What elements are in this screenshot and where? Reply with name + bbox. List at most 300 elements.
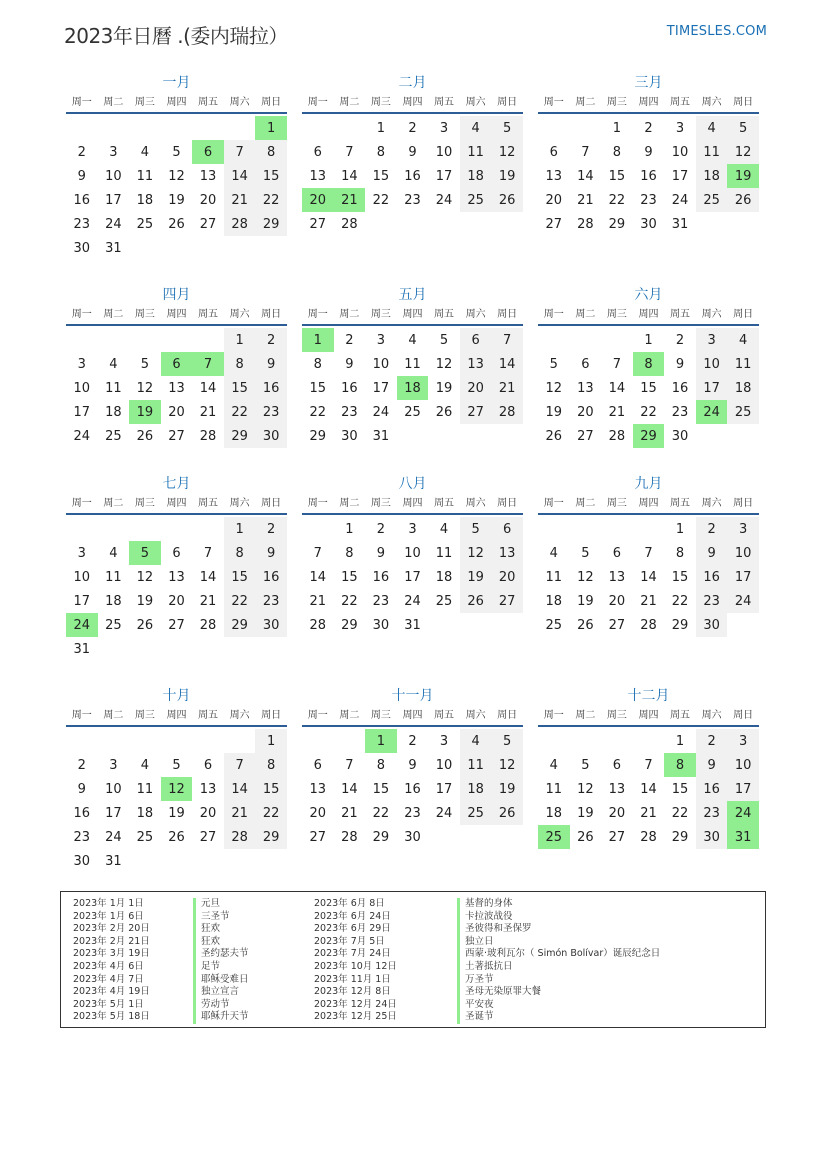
- day-cell: 5: [172, 757, 181, 773]
- day-cell: 13: [168, 380, 185, 396]
- month-block: [538, 284, 759, 448]
- month-name: 三月: [634, 75, 663, 91]
- day-cell: 13: [309, 781, 327, 797]
- holiday-name: 三圣节: [193, 911, 249, 924]
- day-cell: 20: [460, 376, 492, 400]
- day-cell: 25: [136, 829, 154, 845]
- day-cell: 11: [404, 356, 421, 372]
- month-block: [66, 284, 287, 448]
- weekday-label: 周五: [198, 498, 219, 509]
- weekday-label: 周六: [701, 97, 722, 108]
- day-cell: 3: [408, 521, 417, 537]
- holiday-date: 2023年 7月 5日: [314, 935, 385, 947]
- day-cell: 7: [313, 545, 322, 561]
- day-cell: 29: [671, 617, 689, 633]
- day-grid: [66, 729, 287, 873]
- day-cell: 14: [199, 380, 217, 396]
- day-cell: 1: [675, 733, 685, 749]
- day-cell: 22: [671, 805, 689, 821]
- month-block: [66, 473, 287, 661]
- day-cell: 20: [608, 805, 626, 821]
- day-cell: 28: [224, 825, 256, 849]
- holiday-names-left: [193, 898, 249, 1024]
- month-name: 五月: [398, 287, 427, 303]
- day-cell: 16: [640, 168, 657, 184]
- day-cell: 11: [435, 545, 453, 561]
- empty-cell: [538, 116, 570, 140]
- day-cell: 30: [372, 617, 390, 633]
- day-cell: 5: [581, 757, 590, 773]
- day-cell: 19: [491, 164, 523, 188]
- empty-cell: [334, 116, 366, 140]
- day-cell: 7: [581, 144, 590, 160]
- day-cell: 12: [577, 569, 594, 585]
- day-cell: 3: [109, 144, 118, 160]
- day-cell: 31: [372, 428, 390, 444]
- day-cell: 20: [199, 805, 217, 821]
- day-cell: 6: [581, 356, 590, 372]
- day-cell: 16: [696, 777, 728, 801]
- day-cell: 25: [545, 617, 563, 633]
- day-cell: 24: [105, 216, 122, 232]
- day-cell: 28: [224, 212, 256, 236]
- holiday-name: 独立日: [457, 936, 660, 949]
- day-cell: 23: [341, 404, 358, 420]
- day-cell: 28: [640, 829, 657, 845]
- day-cell: 8: [313, 356, 322, 372]
- day-cell: 9: [77, 168, 86, 184]
- holiday-day-cell: 6: [192, 140, 224, 164]
- day-cell: 9: [408, 144, 417, 160]
- day-cell: 25: [460, 188, 492, 212]
- day-grid: [66, 116, 287, 260]
- day-cell: 5: [460, 517, 492, 541]
- weekday-label: 周六: [229, 309, 250, 320]
- day-cell: 25: [404, 404, 421, 420]
- empty-cell: [538, 729, 570, 753]
- day-cell: 31: [105, 240, 122, 256]
- day-cell: 16: [696, 565, 728, 589]
- day-cell: 28: [640, 617, 657, 633]
- holiday-name: 土著抵抗日: [457, 961, 660, 974]
- day-cell: 26: [727, 188, 759, 212]
- day-cell: 13: [577, 380, 594, 396]
- day-cell: 24: [435, 805, 453, 821]
- holiday-day-cell: 19: [129, 400, 161, 424]
- holiday-date: 2023年 12月 24日: [314, 998, 397, 1010]
- day-cell: 22: [224, 589, 256, 613]
- day-cell: 6: [172, 545, 181, 561]
- empty-cell: [302, 116, 334, 140]
- day-cell: 24: [404, 593, 421, 609]
- holiday-date: 2023年 10月 12日: [314, 960, 397, 972]
- holiday-name: 西蒙·玻利瓦尔（ Simón Bolívar）诞辰纪念日: [457, 948, 660, 961]
- day-cell: 30: [671, 428, 689, 444]
- day-cell: 27: [199, 829, 217, 845]
- day-cell: 6: [313, 757, 322, 773]
- day-cell: 10: [727, 541, 759, 565]
- day-cell: 24: [671, 192, 689, 208]
- day-cell: 27: [545, 216, 563, 232]
- day-cell: 18: [696, 164, 728, 188]
- weekday-label: 周二: [103, 309, 124, 320]
- day-cell: 1: [345, 521, 354, 537]
- day-cell: 21: [224, 188, 256, 212]
- day-cell: 7: [491, 328, 523, 352]
- day-cell: 15: [372, 781, 390, 797]
- day-cell: 11: [545, 781, 563, 797]
- day-cell: 30: [255, 424, 287, 448]
- holiday-day-cell: 8: [633, 352, 665, 376]
- day-cell: 15: [309, 380, 327, 396]
- weekday-label: 周五: [670, 710, 691, 721]
- weekday-label: 周五: [434, 97, 455, 108]
- day-cell: 15: [341, 569, 358, 585]
- weekday-label: 周二: [339, 309, 360, 320]
- weekday-label: 周三: [134, 97, 155, 108]
- day-cell: 12: [727, 140, 759, 164]
- day-cell: 22: [640, 404, 657, 420]
- day-cell: 19: [577, 805, 594, 821]
- page-title: 2023年日曆 .(委内瑞拉）: [64, 24, 288, 48]
- day-cell: 14: [577, 168, 594, 184]
- holiday-day-cell: 20: [302, 188, 334, 212]
- day-cell: 10: [435, 757, 453, 773]
- weekday-label: 周五: [434, 309, 455, 320]
- holiday-day-cell: 18: [397, 376, 429, 400]
- day-cell: 6: [612, 757, 622, 773]
- weekday-label: 周日: [733, 710, 754, 721]
- holiday-day-cell: 29: [633, 424, 665, 448]
- month-block: [302, 473, 523, 637]
- day-cell: 14: [341, 781, 358, 797]
- weekday-label: 周日: [261, 97, 282, 108]
- day-cell: 18: [545, 593, 563, 609]
- day-cell: 30: [73, 853, 91, 869]
- day-cell: 4: [460, 116, 492, 140]
- holiday-name: 圣彼得和圣保罗: [457, 923, 660, 936]
- day-cell: 16: [73, 192, 91, 208]
- day-cell: 2: [376, 521, 386, 537]
- day-cell: 25: [460, 801, 492, 825]
- empty-cell: [538, 517, 570, 541]
- holiday-name: 劳动节: [193, 999, 249, 1012]
- weekday-label: 周六: [465, 309, 486, 320]
- day-cell: 15: [372, 168, 390, 184]
- holiday-day-cell: 1: [255, 116, 287, 140]
- day-cell: 8: [376, 144, 386, 160]
- weekday-header: [66, 495, 287, 515]
- day-cell: 31: [105, 853, 122, 869]
- holiday-name: 狂欢: [193, 936, 249, 949]
- day-cell: 30: [255, 613, 287, 637]
- day-cell: 19: [545, 404, 563, 420]
- day-cell: 18: [545, 805, 563, 821]
- day-cell: 28: [341, 829, 358, 845]
- weekday-label: 周一: [543, 710, 564, 721]
- holiday-name: 万圣节: [457, 974, 660, 987]
- weekday-label: 周六: [701, 498, 722, 509]
- day-cell: 14: [224, 777, 256, 801]
- holiday-day-cell: 24: [696, 400, 728, 424]
- day-cell: 16: [404, 781, 421, 797]
- day-cell: 15: [224, 376, 256, 400]
- day-cell: 10: [73, 569, 91, 585]
- day-cell: 11: [460, 753, 492, 777]
- day-cell: 29: [671, 829, 689, 845]
- day-cell: 12: [491, 753, 523, 777]
- month-name: 九月: [634, 476, 663, 492]
- day-cell: 1: [224, 328, 256, 352]
- weekday-label: 周三: [370, 498, 391, 509]
- month-block: [66, 72, 287, 260]
- empty-cell: [601, 517, 633, 541]
- weekday-label: 周一: [307, 498, 328, 509]
- day-cell: 12: [460, 541, 492, 565]
- day-cell: 17: [73, 593, 91, 609]
- day-cell: 27: [309, 216, 327, 232]
- day-cell: 21: [491, 376, 523, 400]
- weekday-label: 周四: [402, 97, 423, 108]
- day-cell: 26: [136, 428, 154, 444]
- empty-cell: [302, 729, 334, 753]
- weekday-header: [302, 495, 523, 515]
- day-cell: 17: [372, 380, 390, 396]
- weekday-label: 周六: [465, 710, 486, 721]
- day-cell: 22: [255, 801, 287, 825]
- holiday-date: 2023年 11月 1日: [314, 973, 391, 985]
- day-cell: 27: [491, 589, 523, 613]
- day-cell: 12: [545, 380, 563, 396]
- day-cell: 6: [313, 144, 322, 160]
- day-cell: 9: [77, 781, 86, 797]
- day-cell: 27: [460, 400, 492, 424]
- holiday-day-cell: 19: [727, 164, 759, 188]
- day-cell: 24: [73, 428, 91, 444]
- day-cell: 19: [491, 777, 523, 801]
- weekday-label: 周二: [339, 97, 360, 108]
- holiday-day-cell: 1: [365, 729, 397, 753]
- day-cell: 7: [612, 356, 622, 372]
- day-cell: 30: [341, 428, 358, 444]
- empty-cell: [302, 517, 334, 541]
- day-cell: 23: [255, 400, 287, 424]
- day-cell: 27: [199, 216, 217, 232]
- day-cell: 10: [435, 144, 453, 160]
- day-cell: 16: [255, 565, 287, 589]
- day-cell: 7: [345, 757, 354, 773]
- day-cell: 4: [727, 328, 759, 352]
- day-cell: 22: [255, 188, 287, 212]
- day-cell: 13: [199, 781, 217, 797]
- day-cell: 9: [696, 753, 728, 777]
- day-cell: 11: [105, 380, 122, 396]
- weekday-label: 周四: [166, 97, 187, 108]
- day-cell: 27: [608, 829, 626, 845]
- day-cell: 20: [545, 192, 563, 208]
- day-cell: 5: [140, 356, 150, 372]
- weekday-label: 周三: [370, 309, 391, 320]
- weekday-label: 周四: [166, 710, 187, 721]
- day-cell: 1: [675, 521, 685, 537]
- weekday-label: 周一: [71, 498, 92, 509]
- day-cell: 24: [727, 589, 759, 613]
- weekday-header: [302, 306, 523, 326]
- holiday-name: 足节: [193, 961, 249, 974]
- day-cell: 15: [671, 569, 689, 585]
- day-cell: 28: [608, 428, 626, 444]
- weekday-label: 周三: [606, 498, 627, 509]
- day-cell: 9: [376, 545, 386, 561]
- day-cell: 19: [577, 593, 594, 609]
- brand-link[interactable]: TIMESLES.COM: [666, 24, 767, 39]
- day-cell: 2: [696, 729, 728, 753]
- day-cell: 31: [671, 216, 689, 232]
- day-cell: 4: [408, 332, 417, 348]
- empty-cell: [570, 328, 602, 352]
- empty-cell: [192, 517, 224, 541]
- weekday-label: 周一: [543, 498, 564, 509]
- holiday-day-cell: 31: [727, 825, 759, 849]
- day-cell: 2: [345, 332, 354, 348]
- empty-cell: [66, 517, 98, 541]
- holiday-date: 2023年 6月 24日: [314, 910, 391, 922]
- empty-cell: [570, 729, 602, 753]
- day-cell: 17: [105, 192, 122, 208]
- weekday-label: 周一: [543, 97, 564, 108]
- holiday-date: 2023年 4月 7日: [73, 973, 144, 985]
- day-cell: 17: [105, 805, 122, 821]
- weekday-label: 周二: [103, 498, 124, 509]
- weekday-header: [538, 94, 759, 114]
- weekday-label: 周日: [261, 710, 282, 721]
- day-cell: 8: [224, 541, 256, 565]
- day-cell: 27: [577, 428, 594, 444]
- weekday-label: 周二: [103, 710, 124, 721]
- empty-cell: [224, 729, 256, 753]
- day-cell: 30: [640, 216, 657, 232]
- day-cell: 13: [545, 168, 563, 184]
- day-cell: 30: [73, 240, 91, 256]
- month-block: [302, 72, 523, 236]
- day-cell: 12: [435, 356, 453, 372]
- day-cell: 18: [460, 164, 492, 188]
- day-cell: 16: [255, 376, 287, 400]
- day-cell: 18: [435, 569, 453, 585]
- weekday-label: 周四: [166, 309, 187, 320]
- day-cell: 11: [696, 140, 728, 164]
- day-cell: 5: [172, 144, 181, 160]
- day-grid: [538, 729, 759, 849]
- day-cell: 7: [224, 140, 256, 164]
- day-cell: 11: [136, 168, 154, 184]
- weekday-header: [302, 707, 523, 727]
- day-cell: 18: [136, 192, 154, 208]
- empty-cell: [224, 116, 256, 140]
- holiday-day-cell: 1: [302, 328, 334, 352]
- weekday-header: [302, 94, 523, 114]
- weekday-label: 周六: [465, 498, 486, 509]
- day-cell: 1: [224, 517, 256, 541]
- day-cell: 6: [549, 144, 558, 160]
- day-cell: 27: [168, 428, 185, 444]
- weekday-label: 周一: [543, 309, 564, 320]
- month-block: [538, 473, 759, 637]
- day-cell: 14: [341, 168, 358, 184]
- day-cell: 13: [199, 168, 217, 184]
- weekday-label: 周三: [606, 97, 627, 108]
- day-cell: 13: [168, 569, 185, 585]
- day-cell: 28: [199, 617, 217, 633]
- day-cell: 17: [727, 777, 759, 801]
- day-cell: 24: [435, 192, 453, 208]
- day-cell: 26: [460, 589, 492, 613]
- weekday-label: 周六: [229, 498, 250, 509]
- holiday-day-cell: 5: [129, 541, 161, 565]
- weekday-label: 周二: [339, 710, 360, 721]
- weekday-label: 周六: [701, 309, 722, 320]
- empty-cell: [633, 729, 665, 753]
- day-grid: [538, 116, 759, 236]
- holiday-name: 耶稣受难日: [193, 974, 249, 987]
- weekday-label: 周五: [670, 498, 691, 509]
- day-cell: 26: [577, 829, 594, 845]
- month-block: [538, 72, 759, 236]
- weekday-label: 周一: [307, 97, 328, 108]
- day-cell: 20: [577, 404, 594, 420]
- day-cell: 4: [696, 116, 728, 140]
- day-cell: 9: [408, 757, 417, 773]
- day-cell: 20: [608, 593, 626, 609]
- day-cell: 28: [577, 216, 594, 232]
- weekday-label: 周三: [606, 309, 627, 320]
- day-cell: 15: [671, 781, 689, 797]
- day-cell: 5: [491, 729, 523, 753]
- empty-cell: [601, 729, 633, 753]
- day-cell: 10: [727, 753, 759, 777]
- day-cell: 26: [136, 617, 154, 633]
- weekday-label: 周五: [670, 309, 691, 320]
- day-cell: 23: [404, 192, 421, 208]
- holiday-date: 2023年 12月 8日: [314, 986, 391, 998]
- day-cell: 26: [435, 404, 453, 420]
- weekday-label: 周五: [198, 309, 219, 320]
- day-cell: 8: [255, 753, 287, 777]
- day-cell: 30: [404, 829, 421, 845]
- weekday-header: [66, 707, 287, 727]
- day-cell: 6: [460, 328, 492, 352]
- day-cell: 20: [168, 593, 185, 609]
- day-cell: 20: [309, 805, 327, 821]
- day-cell: 21: [224, 801, 256, 825]
- day-cell: 3: [696, 328, 728, 352]
- day-cell: 25: [105, 428, 122, 444]
- day-cell: 4: [109, 356, 118, 372]
- weekday-header: [538, 495, 759, 515]
- weekday-label: 周一: [307, 710, 328, 721]
- day-cell: 19: [435, 380, 453, 396]
- empty-cell: [633, 517, 665, 541]
- day-cell: 5: [727, 116, 759, 140]
- day-cell: 11: [727, 352, 759, 376]
- weekday-label: 周三: [370, 97, 391, 108]
- holiday-date: 2023年 4月 19日: [73, 986, 150, 998]
- month-name: 八月: [398, 476, 427, 492]
- weekday-label: 周二: [575, 498, 596, 509]
- day-cell: 16: [671, 380, 689, 396]
- day-cell: 14: [224, 164, 256, 188]
- holiday-name: 圣诞节: [457, 1011, 660, 1024]
